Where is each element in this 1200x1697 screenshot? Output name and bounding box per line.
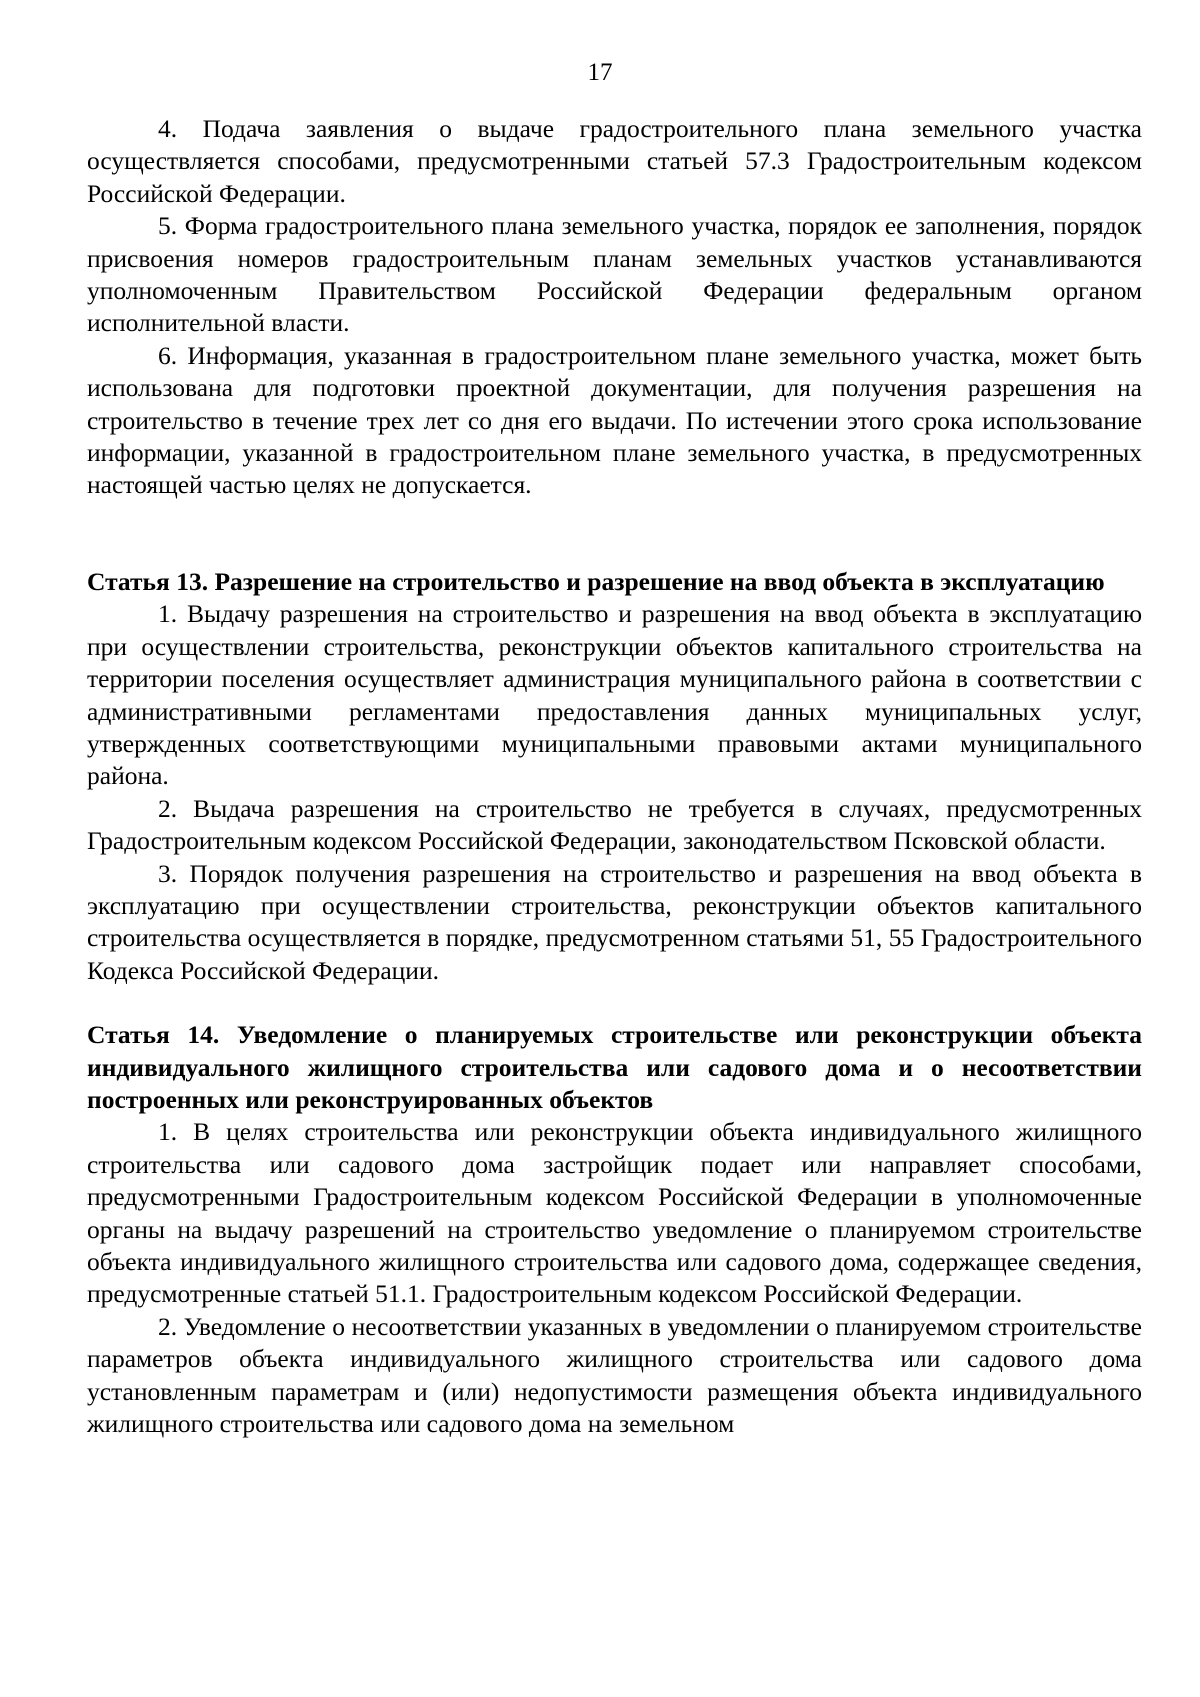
article-13-heading: Статья 13. Разрешение на строительство и разрешение на ввод объекта в эксплуатацию (87, 566, 1105, 596)
article-14-paragraph-1: 1. В целях строительства или реконструкции объекта индивидуального жилищного строительства или садового дома застройщик подает или направляет способами, предусмотренными Градостроительным кодексом Российской Федерации в уполномоченные органы на выдачу разрешений на строительство уведомление о планируемом строительстве объекта индивидуального жилищного строительства или садового дома, содержащее сведения, предусмотренные статьей 51.1. Градостроительным кодексом Российской Федерации. (87, 1117, 1142, 1309)
section-gap (87, 502, 1142, 566)
article-13-paragraph-3: 3. Порядок получения разрешения на строительство и разрешения на ввод объекта в эксплуатацию при осуществлении строительства, реконструкции объектов капитального строительства осуществляется в порядке, предусмотренном статьями 51, 55 Градостроительного Кодекса Российской Федерации. (87, 858, 1142, 985)
article-13-paragraph-1: 1. Выдачу разрешения на строительство и разрешения на ввод объекта в эксплуатацию при осуществлении строительства, реконструкции объектов капитального строительства на территории поселения осуществляет администрация муниципального района в соответствии с административными регламентами предоставления данных муниципальных услуг, утвержденных соответствующими муниципальными правовыми актами муниципального района. (87, 599, 1142, 791)
article-13-paragraph-2: 2. Выдача разрешения на строительство не требуется в случаях, предусмотренных Градостроительным кодексом Российской Федерации, законодательством Псковской области. (87, 793, 1142, 856)
paragraph-5: 5. Форма градостроительного плана земельного участка, порядок ее заполнения, порядок присвоения номеров градостроительным планам земельных участков устанавливаются уполномоченным Правительством Российской Федерации федеральным органом исполнительной власти. (87, 211, 1142, 338)
article-14-paragraph-2: 2. Уведомление о несоответствии указанных в уведомлении о планируемом строительстве параметров объекта индивидуального жилищного строительства или садового дома установленным параметрам и (или) недопустимости размещения объекта индивидуального жилищного строительства или садового дома на земельном (87, 1311, 1142, 1439)
paragraph-6: 6. Информация, указанная в градостроительном плане земельного участка, может быть использована для подготовки проектной документации, для получения разрешения на строительство в течение трех лет со дня его выдачи. По истечении этого срока использование информации, указанной в градостроительном плане земельного участка, в предусмотренных настоящей частью целях не допускается. (87, 340, 1142, 500)
document-body (87, 113, 1142, 1440)
page-number: 17 (587, 59, 613, 86)
section-gap (87, 987, 1142, 1019)
article-14-heading: Статья 14. Уведомление о планируемых строительстве или реконструкции объекта индивидуального жилищного строительства или садового дома и о несоответствии построенных или реконструированных объектов (87, 1020, 1142, 1114)
paragraph-4: 4. Подача заявления о выдаче градостроительного плана земельного участка осуществляется способами, предусмотренными статьей 57.3 Градостроительным кодексом Российской Федерации. (87, 114, 1142, 208)
